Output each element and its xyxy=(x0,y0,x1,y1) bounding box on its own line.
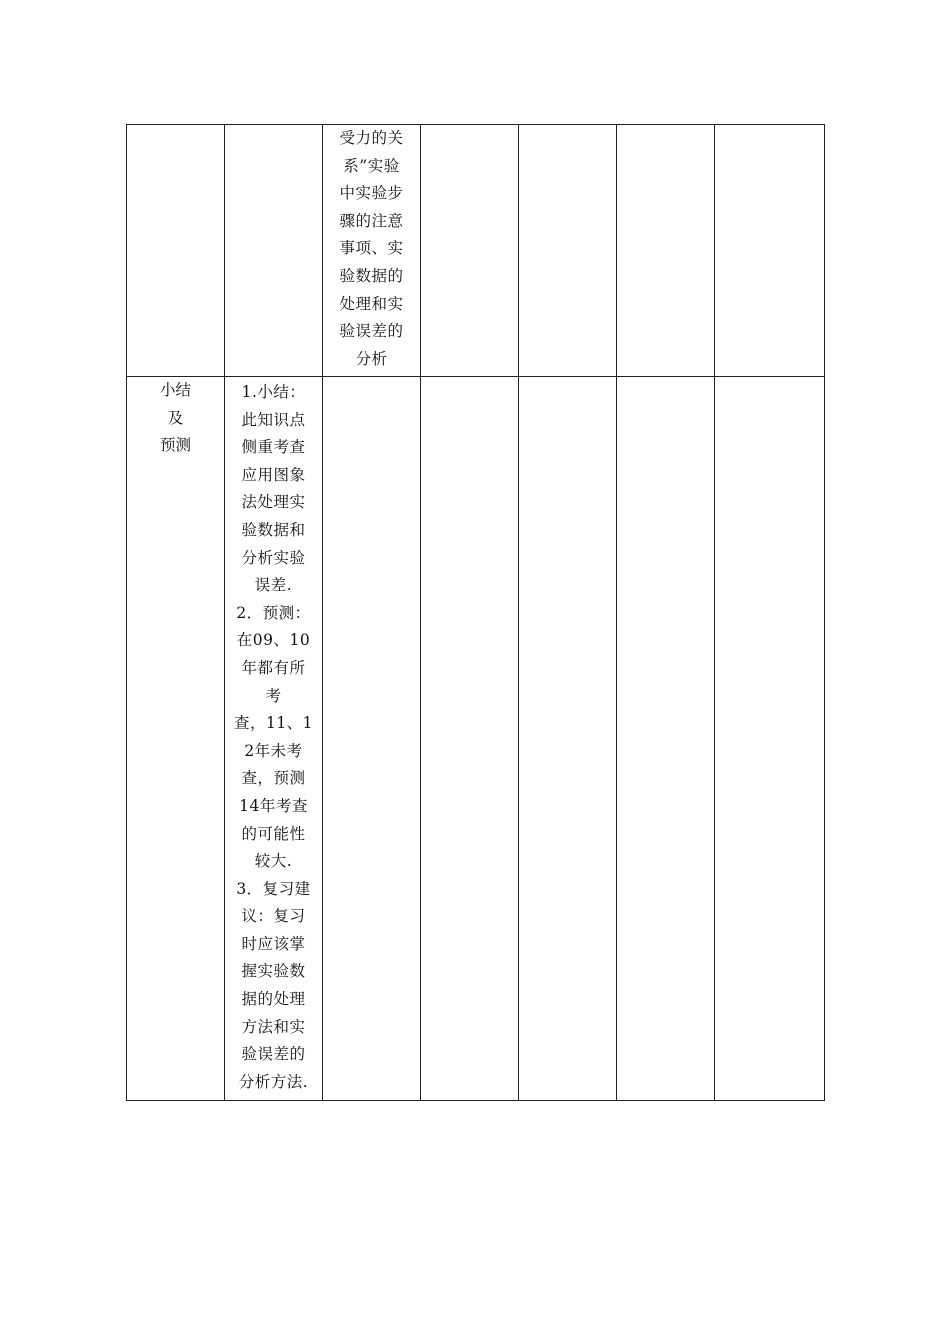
table-cell xyxy=(519,377,617,1101)
table-cell xyxy=(617,125,715,377)
table-cell xyxy=(715,377,825,1101)
table-row xyxy=(127,125,825,377)
table-cell xyxy=(421,377,519,1101)
summary-prediction-text: 1.小结： 此知识点 侧重考查 应用图象 法处理实 验数据和 分析实验 误差. 2．预测： 在09、10 年都有所 考 查，11、1 2年未考 查，预测 14年考查 的可能性 较大. 3．复习建 议：复习 时应该掌 握实验数 据的处理 方法和实 验误差的 分析方法. xyxy=(233,383,314,1091)
table-cell xyxy=(225,125,323,377)
experiment-notes-text: 受力的关 系”实验 中实验步 骤的注意 事项、实 验数据的 处理和实 验误差的 分析 xyxy=(339,129,404,368)
table-cell xyxy=(323,125,421,377)
table-cell xyxy=(127,377,225,1101)
table-cell xyxy=(323,377,421,1101)
table-cell xyxy=(421,125,519,377)
table-cell xyxy=(519,125,617,377)
content-table xyxy=(126,124,825,1101)
table-cell xyxy=(225,377,323,1101)
table-cell xyxy=(127,125,225,377)
table-row xyxy=(127,377,825,1101)
table-cell xyxy=(715,125,825,377)
summary-label: 小结 及 预测 xyxy=(159,381,191,455)
table-cell xyxy=(617,377,715,1101)
